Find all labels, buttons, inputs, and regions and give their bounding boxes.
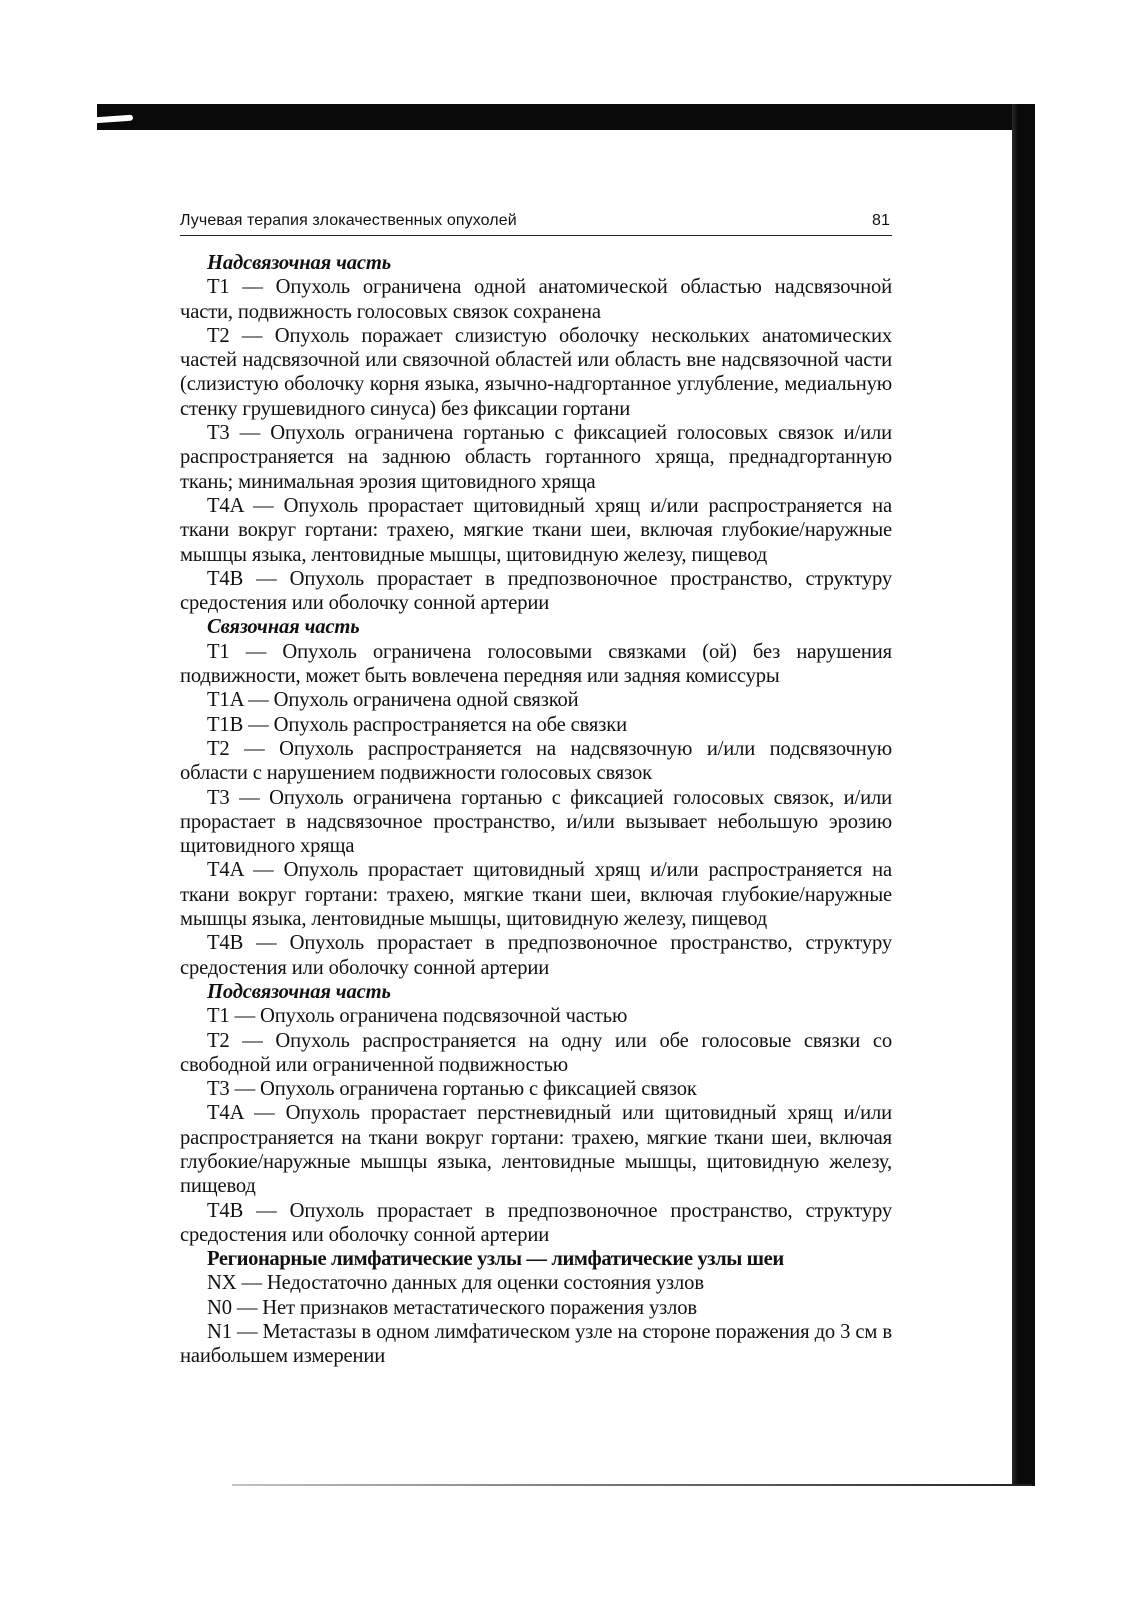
n-stage-paragraph: N0 — Нет признаков метастатического поражения узлов xyxy=(207,1296,697,1319)
running-header xyxy=(180,211,892,236)
t-stage-paragraph: T4A — Опухоль прорастает перстневидный или щитовидный хрящ и/или распространяется на ткани вокруг гортани: трахею, мягкие ткани шеи, включая глубокие/наружные мышцы языка, лентовидные мышцы, щитовидную железу, пищевод xyxy=(180,1102,892,1198)
t-stage-paragraph: T1A — Опухоль ограничена одной связкой xyxy=(207,689,579,712)
section-heading-subglottic: Подсвязочная часть xyxy=(207,980,391,1003)
t-stage-paragraph: T2 — Опухоль распространяется на одну или обе голосовые связки со свободной или ограниченной подвижностью xyxy=(180,1029,892,1076)
book-page xyxy=(180,211,892,1369)
t-stage-paragraph: T1 — Опухоль ограничена подсвязочной частью xyxy=(207,1005,628,1028)
t-stage-paragraph: T3 — Опухоль ограничена гортанью с фиксацией голосовых связок, и/или прорастает в надсвязочное пространство, и/или вызывает небольшую эрозию щитовидного хряща xyxy=(180,786,892,858)
t-stage-paragraph: T3 — Опухоль ограничена гортанью с фиксацией связок xyxy=(207,1078,697,1101)
t-stage-paragraph: T3 — Опухоль ограничена гортанью с фиксацией голосовых связок и/или распространяется на заднюю область гортанного хряща, преднадгортанную ткань; минимальная эрозия щитовидного хряща xyxy=(180,422,892,493)
page-body xyxy=(180,251,892,1369)
scan-right-edge xyxy=(1012,104,1035,1486)
t-stage-paragraph: T4A — Опухоль прорастает щитовидный хрящ и/или распространяется на ткани вокруг гортани: трахею, мягкие ткани шеи, включая глубокие/наружные мышцы языка, лентовидные мышцы, щитовидную железу, пищевод xyxy=(180,859,892,931)
running-title: Лучевая терапия злокачественных опухолей xyxy=(180,212,517,229)
n-stage-paragraph: N1 — Метастазы в одном лимфатическом узле на стороне поражения до 3 см в наибольшем измерении xyxy=(180,1321,892,1368)
scan-bottom-edge xyxy=(232,1484,1032,1486)
t-stage-paragraph: T2 — Опухоль поражает слизистую оболочку нескольких анатомических частей надсвязочной или связочной областей или область вне надсвязочной части (слизистую оболочку корня языка, язычно-надгортанное углубление, медиальную стенку грушевидного синуса) без фиксации гортани xyxy=(180,324,892,420)
section-heading-supraglottic: Надсвязочная часть xyxy=(207,252,392,274)
t-stage-paragraph: T1B — Опухоль распространяется на обе связки xyxy=(207,713,627,736)
t-stage-paragraph: T4B — Опухоль прорастает в предпозвоночное пространство, структуру средостения или оболочку сонной артерии xyxy=(180,567,892,615)
t-stage-paragraph: T1 — Опухоль ограничена голосовыми связками (ой) без нарушения подвижности, может быть вовлечена передняя или задняя комиссуры xyxy=(180,640,892,688)
scan-top-edge xyxy=(97,104,1035,130)
t-stage-paragraph: T4B — Опухоль прорастает в предпозвоночное пространство, структуру средостения или оболочку сонной артерии xyxy=(180,932,892,979)
t-stage-paragraph: T2 — Опухоль распространяется на надсвязочную и/или подсвязочную области с нарушением подвижности голосовых связок xyxy=(180,737,892,785)
t-stage-paragraph: T4A — Опухоль прорастает щитовидный хрящ и/или распространяется на ткани вокруг гортани: трахею, мягкие ткани шеи, включая глубокие/наружные мышцы языка, лентовидные мышцы, щитовидную железу, пищевод xyxy=(180,494,892,566)
t-stage-paragraph: T4B — Опухоль прорастает в предпозвоночное пространство, структуру средостения или оболочку сонной артерии xyxy=(180,1199,892,1246)
section-heading-regional-nodes: Регионарные лимфатические узлы — лимфатические узлы шеи xyxy=(207,1248,784,1271)
section-heading-glottic: Связочная часть xyxy=(207,616,360,639)
n-stage-paragraph: NX — Недостаточно данных для оценки состояния узлов xyxy=(207,1272,704,1295)
page-number: 81 xyxy=(872,212,890,229)
t-stage-paragraph: T1 — Опухоль ограничена одной анатомической областью надсвязочной части, подвижность голосовых связок сохранена xyxy=(180,276,892,323)
